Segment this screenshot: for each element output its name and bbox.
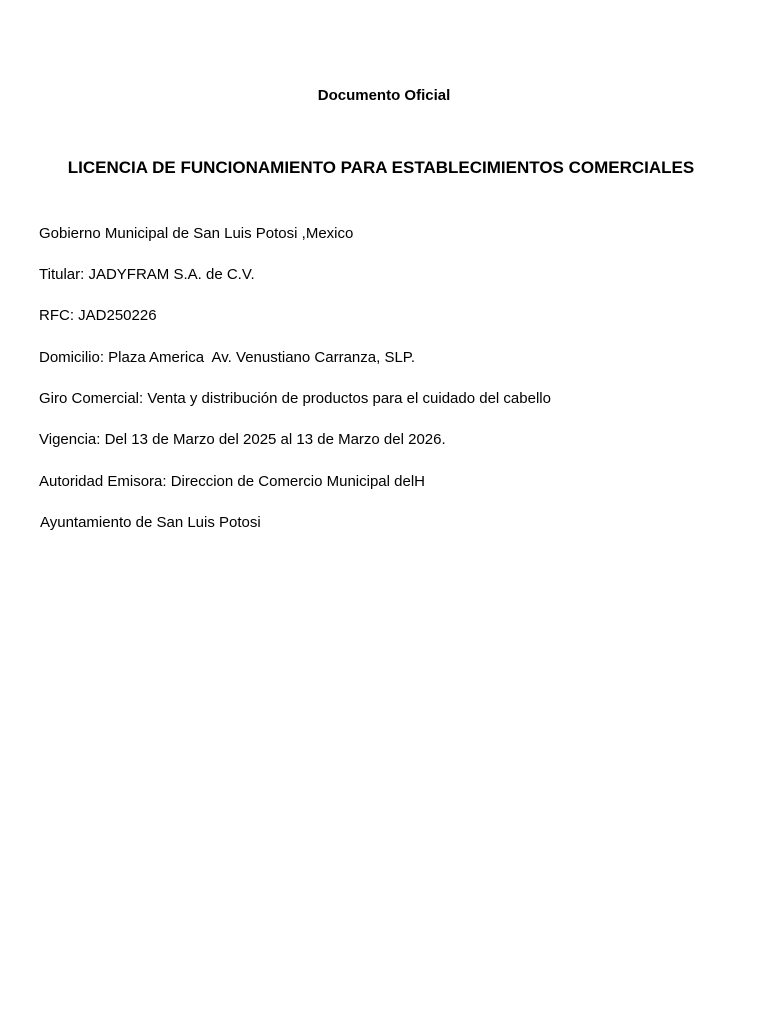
holder-line: Titular: JADYFRAM S.A. de C.V. — [39, 266, 255, 283]
document-title: LICENCIA DE FUNCIONAMIENTO PARA ESTABLECIMIENTOS COMERCIALES — [67, 158, 695, 177]
rfc-line: RFC: JAD250226 — [39, 307, 157, 324]
validity-line: Vigencia: Del 13 de Marzo del 2025 al 13 de Marzo del 2026. — [39, 431, 446, 448]
address-line: Domicilio: Plaza America Av. Venustiano Carranza, SLP. — [39, 349, 416, 366]
issuing-government-line: Gobierno Municipal de San Luis Potosi ,Mexico — [39, 225, 354, 242]
document-label: Documento Oficial — [317, 87, 451, 104]
issuing-authority-line: Autoridad Emisora: Direccion de Comercio Municipal delH — [39, 473, 425, 490]
issuing-authority-continuation-line: Ayuntamiento de San Luis Potosi — [40, 514, 261, 531]
business-activity-line: Giro Comercial: Venta y distribución de productos para el cuidado del cabello — [39, 390, 551, 407]
